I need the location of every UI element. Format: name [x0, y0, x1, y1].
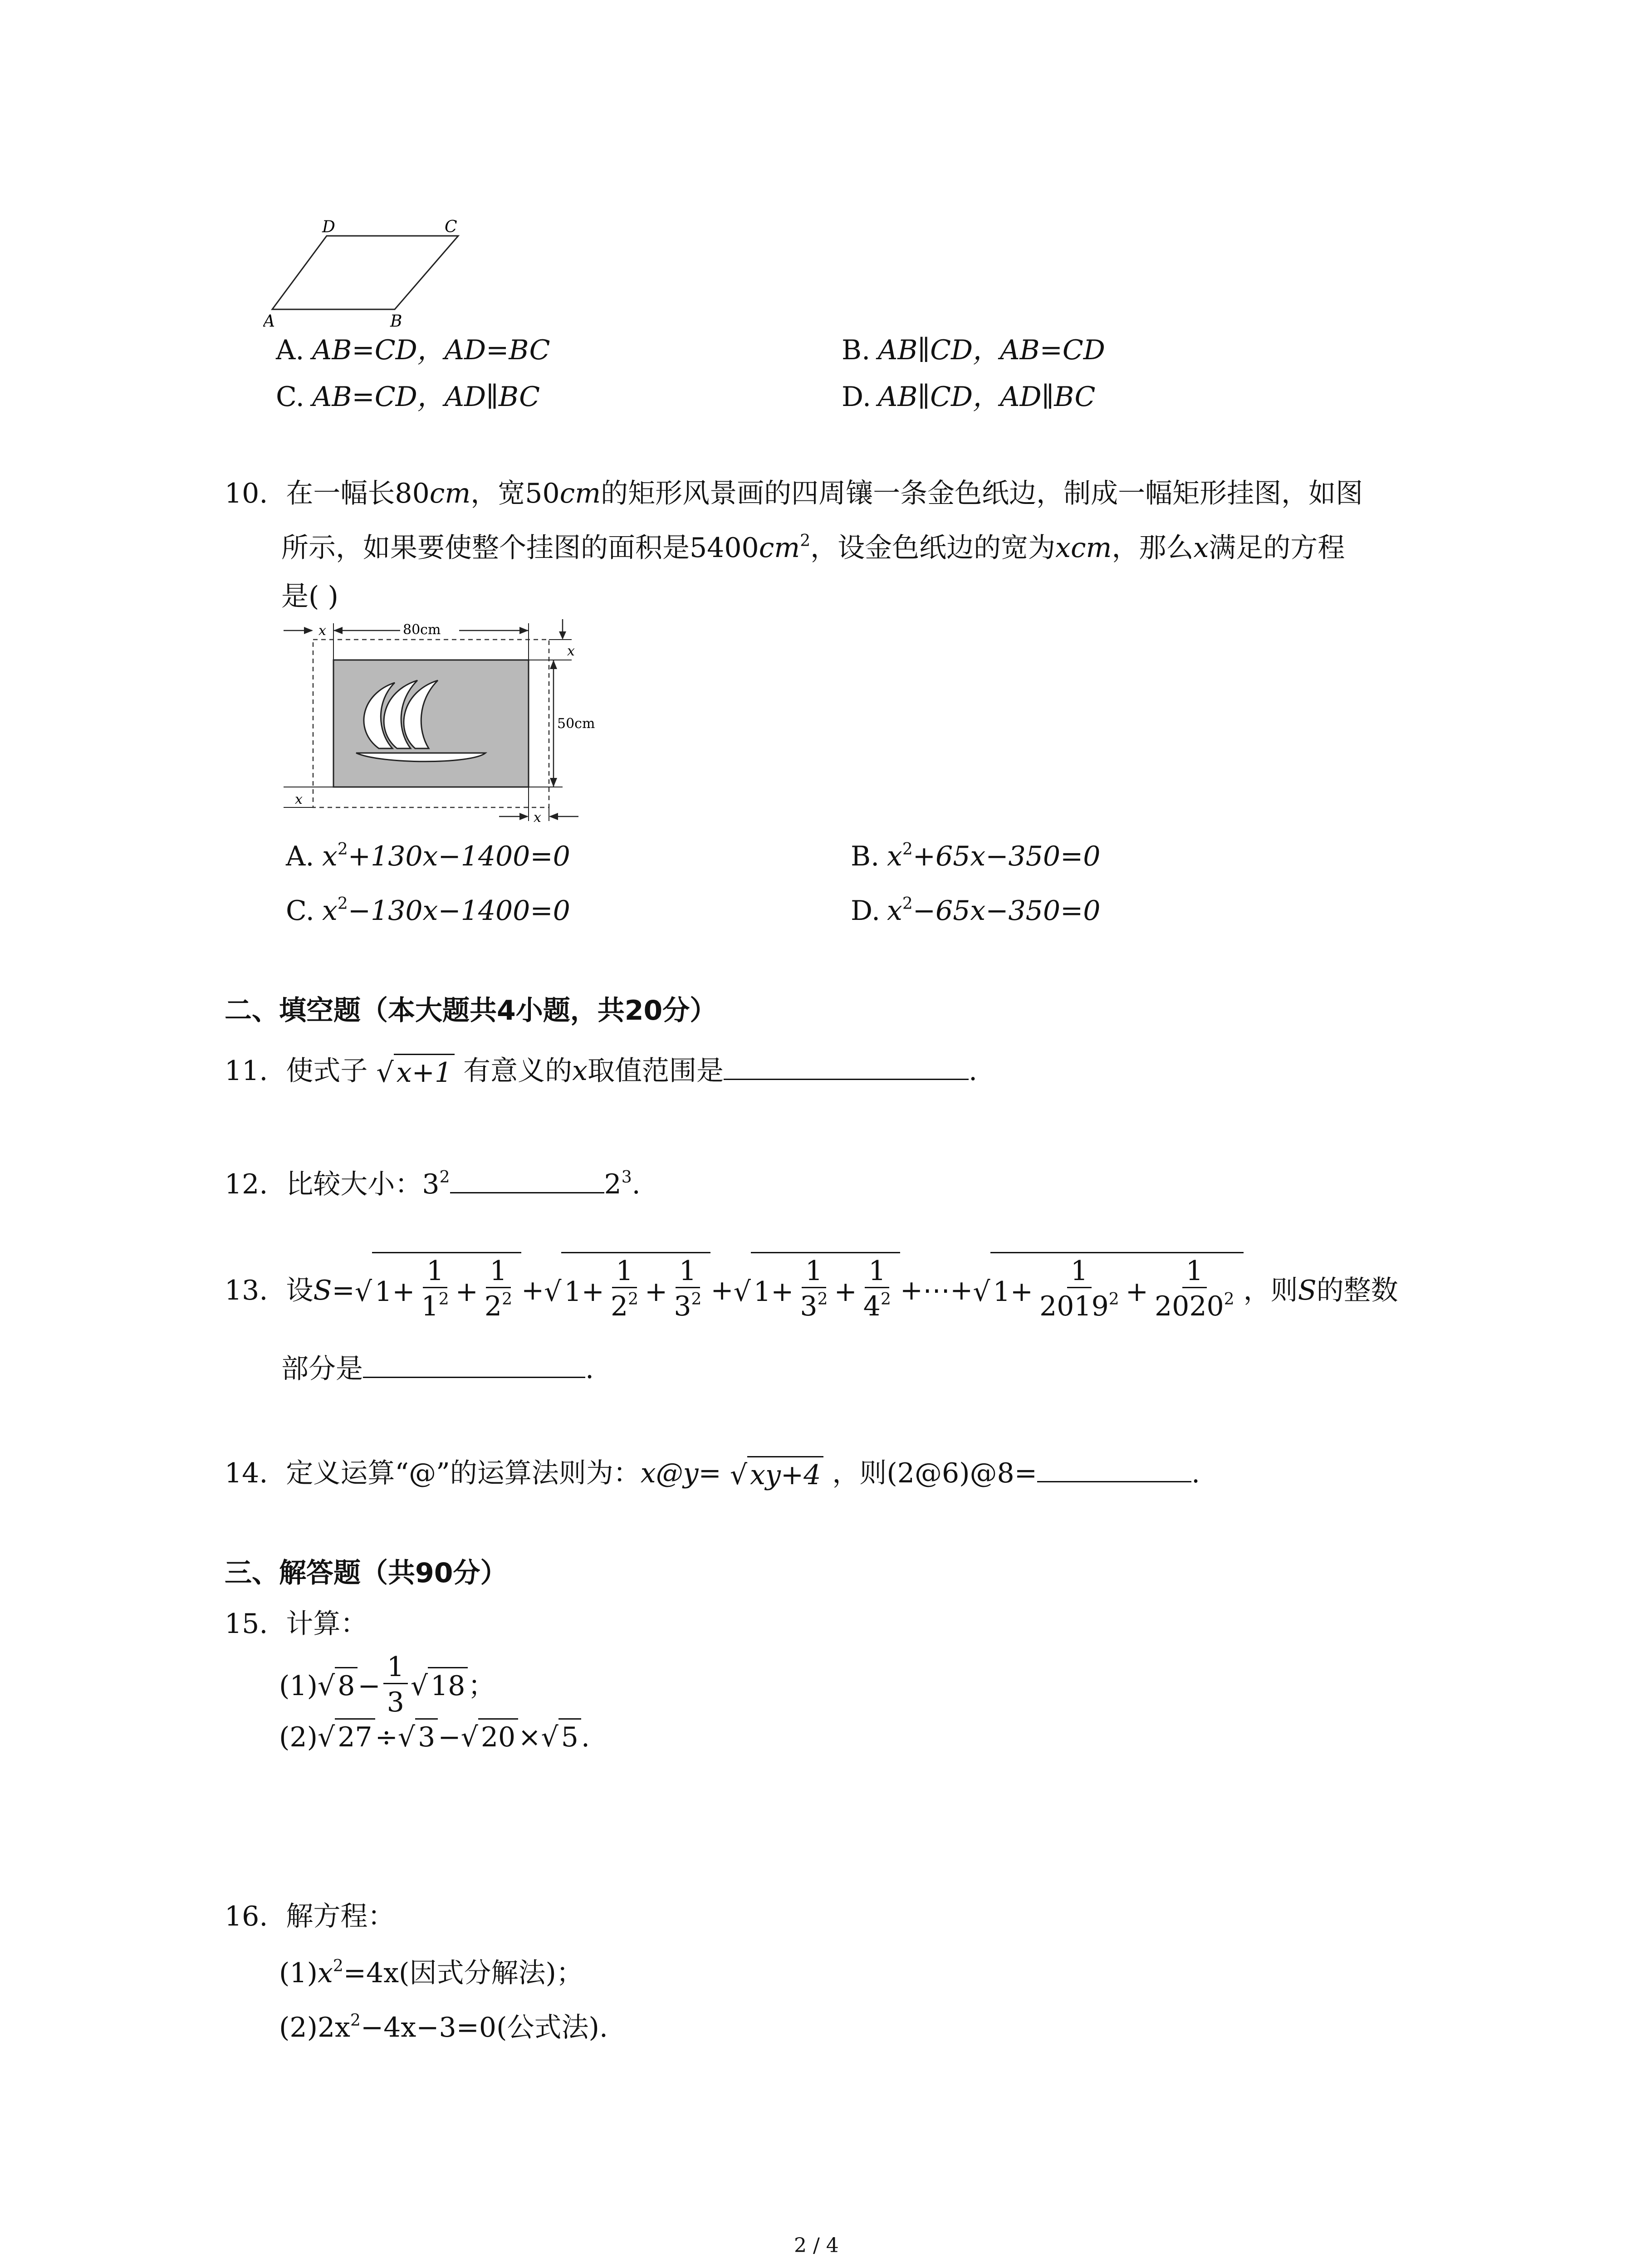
q9-option-a: A. AB=CD，AD=BC — [276, 334, 550, 366]
q10-line3: 是( ) — [281, 581, 338, 612]
sqrt-27: √ 27 — [318, 1719, 375, 1755]
sqrt-xy-plus-4: √ xy+4 — [730, 1457, 823, 1493]
q12-answer-blank[interactable] — [450, 1165, 604, 1193]
q9-option-c: C. AB=CD，AD∥BC — [276, 381, 540, 413]
vertex-label-c: C — [445, 218, 457, 236]
width-label: 50cm — [557, 716, 595, 732]
vertex-label-d: D — [322, 218, 335, 236]
q10-option-c: C. $x^2-130x-1400=0$ — [286, 894, 570, 927]
q15-title: 15. 计算： — [225, 1608, 368, 1640]
q16-part1: $(1)x^2=4x$(因式分解法)； — [279, 1957, 583, 1989]
sqrt-term-3: √ 1+ $\frac{1}{3^2}$ + $\frac{1}{4^2}$ — [734, 1252, 900, 1329]
parallelogram-figure — [263, 213, 481, 331]
q10-line2: 所示，如果要使整个挂图的面积是$5400cm^2$，设金色纸边的宽为xcm，那么x满足的方程 — [281, 532, 1345, 564]
q9-option-b: B. AB∥CD，AB=CD — [842, 334, 1105, 366]
q16-title: 16. 解方程： — [225, 1901, 395, 1932]
section2-heading: 二、填空题（本大题共4小题，共20分） — [225, 995, 717, 1026]
length-label: 80cm — [403, 622, 441, 638]
q14-answer-blank[interactable] — [1037, 1454, 1191, 1482]
q13-line2: 部分是 . — [281, 1349, 594, 1387]
q10-option-d: D. $x^2-65x-350=0$ — [851, 894, 1101, 927]
vertex-label-b: B — [390, 312, 402, 331]
x-label-top-left: x — [318, 623, 326, 639]
sqrt-x-plus-1: √ x+1 — [377, 1055, 455, 1091]
q15-part1: (1) √ 8 − $\frac{1}{3}$ √ 18 ； — [279, 1651, 495, 1721]
q14: 14. 定义运算“@”的运算法则为：x@y= √ xy+4 ，则(2@6)@8= . — [225, 1454, 1200, 1493]
sqrt-20: √ 20 — [461, 1719, 519, 1755]
sqrt-8: √ 8 — [318, 1668, 358, 1704]
section3-heading: 三、解答题（共90分） — [225, 1557, 508, 1589]
q15-part2: (2) √ 27 ÷ √ 3 − √ 20 × √ 5 . — [279, 1719, 590, 1755]
x-label-bottom-left: x — [295, 792, 303, 807]
q16-part2: $(2)2x^2-4x-3=0$(公式法). — [279, 2011, 608, 2043]
q10-option-b: B. $x^2+65x-350=0$ — [851, 840, 1101, 872]
sqrt-18: √ 18 — [411, 1668, 468, 1704]
sqrt-term-1: √ 1+ $\frac{1}{1^2}$ + $\frac{1}{2^2}$ — [355, 1252, 521, 1329]
frame-diagram — [281, 617, 599, 826]
q13-answer-blank[interactable] — [363, 1349, 585, 1378]
sqrt-term-4: √ 1+ $\frac{1}{2019^2}$ + $\frac{1}{2020^2}$ — [973, 1252, 1243, 1329]
fraction-one-third: $\frac{1}{3}$ — [383, 1651, 408, 1721]
sqrt-3: √ 3 — [398, 1719, 438, 1755]
q10-line1: 10. 在一幅长80cm，宽50cm的矩形风景画的四周镶一条金色纸边，制成一幅矩形挂图，如图 — [225, 478, 1363, 509]
x-label-top-right: x — [567, 643, 575, 659]
sqrt-term-2: √ 1+ $\frac{1}{2^2}$ + $\frac{1}{3^2}$ — [544, 1252, 710, 1329]
sqrt-5: √ 5 — [541, 1719, 581, 1755]
q10-option-a: A. $x^2+130x-1400=0$ — [286, 840, 570, 872]
vertex-label-a: A — [263, 312, 275, 331]
q11-answer-blank[interactable] — [724, 1051, 969, 1080]
q11: 11. 使式子 √ x+1 有意义的x取值范围是 . — [225, 1051, 977, 1091]
page-number: 2 / 4 — [794, 2234, 839, 2257]
q9-option-d: D. AB∥CD，AD∥BC — [842, 381, 1096, 413]
q12: 12. 比较大小：$3^2$ $2^3$. — [225, 1165, 641, 1207]
q13-line1: 13. 设 S = √ 1+ $\frac{1}{1^2}$ + $\frac{1}{2^2}$ + √ 1+ $\frac{1}{2^2}$ + $\frac{1}{3^2}$ + √ 1+ $\frac{1}{3^2}$ + $\frac{1}{4^2}$ +⋯+ √ 1+ $\frac{1}{2019^2}$ + $\frac{1}{2020^2}$ ，则 S 的整数 — [225, 1252, 1398, 1329]
x-label-bottom-right: x — [534, 810, 541, 826]
